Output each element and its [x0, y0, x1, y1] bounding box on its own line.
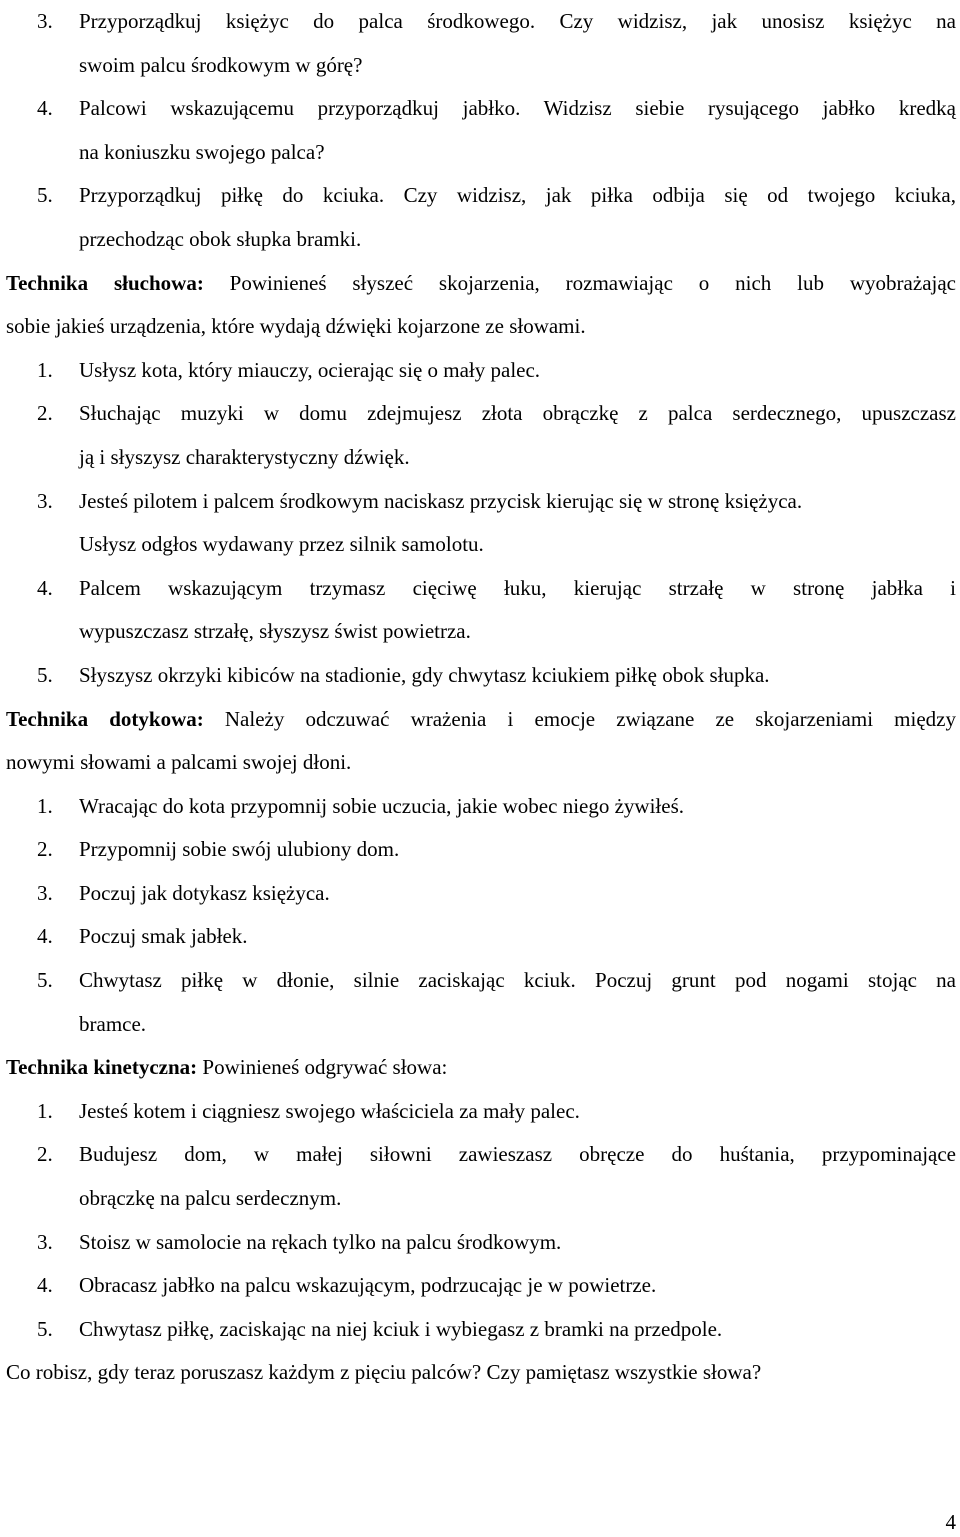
list-item-number: 1. — [37, 1098, 53, 1123]
list-item-text: Palcowi wskazującemu przyporządkuj jabłko. Widzisz siebie rysującego jabłko kredką — [79, 96, 956, 121]
section-dotykowa — [6, 698, 956, 1047]
list-item-number: 3. — [37, 9, 53, 33]
list-item — [6, 828, 956, 872]
list-item-number: 2. — [37, 837, 53, 862]
list-item-text-cont: Usłysz odgłos wydawany przez silnik samolotu. — [79, 532, 484, 557]
list-item-text: Chwytasz piłkę, zaciskając na niej kciuk i wybiegasz z bramki na przedpole. — [79, 1316, 723, 1341]
list-item-text: Słyszysz okrzyki kibiców na stadionie, gdy chwytasz kciukiem piłkę obok słupka. — [79, 662, 770, 687]
list-item — [6, 480, 956, 567]
list-item-text: Jesteś kotem i ciągniesz swojego właściciela za mały palec. — [79, 1098, 580, 1123]
list-item-text-cont: obrączkę na palcu serdecznym. — [79, 1186, 342, 1211]
section-intro — [6, 698, 956, 742]
list-item — [6, 872, 956, 916]
list-item-text-cont: przechodząc obok słupka bramki. — [79, 226, 362, 251]
list-item-number: 5. — [37, 662, 53, 687]
list-item — [6, 915, 956, 959]
list-item-text: Jesteś pilotem i palcem środkowym naciskasz przycisk kierując się w stronę księżyca. — [79, 488, 803, 513]
list-item-text: Budujesz dom, w małej siłowni zawieszasz obręcze do huśtania, przypominające — [79, 1142, 956, 1167]
list-item-text: Usłysz kota, który miauczy, ocierając się o mały palec. — [79, 357, 541, 382]
section-heading: Technika kinetyczna: — [6, 1055, 198, 1080]
section-intro — [6, 1046, 956, 1090]
list-item-number: 5. — [37, 183, 53, 208]
list-item — [6, 959, 956, 1046]
list-item-text-cont: na koniuszku swojego palca? — [79, 139, 325, 164]
list-item-text-cont: swoim palcu środkowym w górę? — [79, 52, 363, 77]
page-number: 4 — [945, 1510, 956, 1534]
section-kinetyczna — [6, 1046, 956, 1351]
list-item — [6, 1264, 956, 1308]
list-item — [6, 1308, 956, 1352]
section-intro-text: Należy odczuwać wrażenia i emocje związane ze skojarzeniami między — [203, 706, 956, 731]
list-item-number: 2. — [37, 401, 53, 426]
list-item-text-cont: bramce. — [79, 1011, 147, 1036]
list-item — [6, 349, 956, 393]
list-item-text: Poczuj smak jabłek. — [79, 924, 248, 949]
document-page — [6, 0, 956, 1395]
list-item-text: Wracając do kota przypomnij sobie uczucia, jakie wobec niego żywiłeś. — [79, 793, 685, 818]
list-item-number: 5. — [37, 1316, 53, 1341]
list-item-text: Palcem wskazującym trzymasz cięciwę łuku, kierując strzałę w stronę jabłka i — [79, 575, 956, 600]
section-intro-cont: sobie jakieś urządzenia, które wydają dźwięki kojarzone ze słowami. — [6, 314, 586, 339]
list-item-text: Przyporządkuj piłkę do kciuka. Czy widzisz, jak piłka odbija się od twojego kciuka, — [79, 183, 956, 208]
list-item-number: 4. — [37, 924, 53, 949]
section-intro — [6, 262, 956, 306]
list-item-number: 2. — [37, 1142, 53, 1167]
list-item-text: Obracasz jabłko na palcu wskazującym, podrzucając je w powietrze. — [79, 1273, 657, 1298]
list-item-text-cont: wypuszczasz strzałę, słyszysz świst powietrza. — [79, 619, 471, 644]
top-list — [6, 0, 956, 262]
list-item — [6, 174, 956, 261]
list-item-number: 3. — [37, 880, 53, 905]
list-item-text: Stoisz w samolocie na rękach tylko na palcu środkowym. — [79, 1229, 562, 1254]
list-item-text: Przypomnij sobie swój ulubiony dom. — [79, 837, 400, 862]
list-item — [6, 87, 956, 174]
section-intro-text: Powinieneś odgrywać słowa: — [197, 1055, 448, 1080]
list-item-number: 1. — [37, 357, 53, 382]
list-item — [6, 392, 956, 479]
list-item — [6, 654, 956, 698]
list-item — [6, 1221, 956, 1265]
list-item-number: 4. — [37, 575, 53, 600]
section-intro-text: Powinieneś słyszeć skojarzenia, rozmawiając o nich lub wyobrażając — [203, 270, 956, 295]
list-item-text-cont: ją i słyszysz charakterystyczny dźwięk. — [79, 444, 410, 469]
list-item-text: Poczuj jak dotykasz księżyca. — [79, 880, 330, 905]
list-item-number: 3. — [37, 1229, 53, 1254]
closing-question: Co robisz, gdy teraz poruszasz każdym z pięciu palców? Czy pamiętasz wszystkie słowa? — [6, 1360, 762, 1385]
list-item — [6, 785, 956, 829]
list-item-number: 3. — [37, 488, 53, 513]
list-item — [6, 567, 956, 654]
list-item-number: 4. — [37, 1273, 53, 1298]
list-item-text: Przyporządkuj księżyc do palca środkowego. Czy widzisz, jak unosisz księżyc na — [79, 9, 956, 33]
list-item-text: Słuchając muzyki w domu zdejmujesz złota obrączkę z palca serdecznego, upuszczasz — [79, 401, 956, 426]
section-sluchowa — [6, 262, 956, 698]
list-item-number: 4. — [37, 96, 53, 121]
list-item-number: 5. — [37, 968, 53, 993]
list-item — [6, 1133, 956, 1220]
section-heading: Technika dotykowa: — [6, 706, 204, 731]
list-item-text: Chwytasz piłkę w dłonie, silnie zaciskając kciuk. Poczuj grunt pod nogami stojąc na — [79, 968, 956, 993]
list-item — [6, 0, 956, 87]
section-intro-cont: nowymi słowami a palcami swojej dłoni. — [6, 750, 352, 775]
list-item — [6, 1090, 956, 1134]
section-heading: Technika słuchowa: — [6, 270, 204, 295]
list-item-number: 1. — [37, 793, 53, 818]
